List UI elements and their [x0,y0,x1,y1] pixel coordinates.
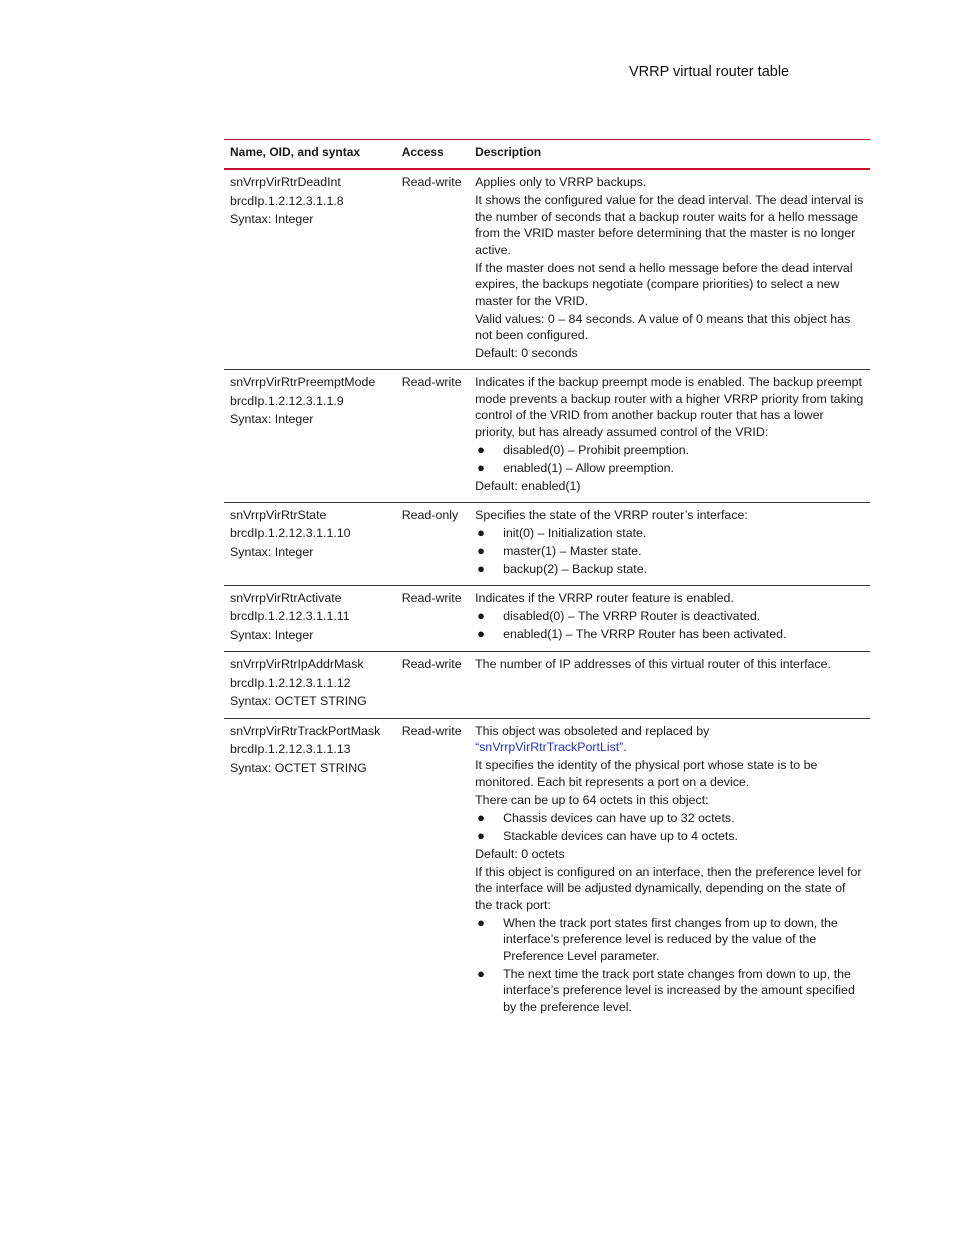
description-cell [469,585,870,652]
cross-reference-link[interactable]: “snVrrpVirRtrTrackPortList” [475,740,624,754]
object-syntax: Syntax: Integer [230,412,314,426]
bullet-icon: ● [477,542,485,558]
list-item: ● disabled(0) – The VRRP Router is deactivated. [477,607,761,623]
description-text: Indicates if the VRRP router feature is enabled. [475,590,734,605]
list-item: ● enabled(1) – The VRRP Router has been activated. [477,625,787,641]
bullet-icon: ● [477,965,485,981]
table-row [224,585,870,652]
object-syntax: Syntax: Integer [230,544,314,559]
bullet-icon: ● [477,914,485,930]
list-item: ● init(0) – Initialization state. [477,524,647,540]
name-cell [224,718,396,1023]
table-row [224,718,870,1023]
object-name: snVrrpVirRtrDeadInt [230,175,341,189]
default-value-text: Default: 0 octets [475,846,565,861]
object-syntax: Syntax: OCTET STRING [230,760,367,775]
object-syntax: Syntax: Integer [230,212,314,226]
bullet-icon: ● [477,524,485,540]
access-cell: Read-only [401,507,459,522]
list-item: ● The next time the track port state changes from down to up, the interface’s preference level is increased by the amount specified by the preference level. [477,965,855,1014]
default-value-text: Default: enabled(1) [475,478,581,493]
access-cell: Read-write [401,375,462,389]
access-cell: Read-write [401,723,462,738]
object-name: snVrrpVirRtrPreemptMode [230,375,376,389]
table-row [224,652,870,719]
bullet-list [475,525,864,578]
running-header-title: VRRP virtual router table [629,64,790,80]
bullet-list [475,810,864,845]
bullet-icon: ● [477,560,485,576]
object-oid: brcdIp.1.2.12.3.1.1.8 [230,193,344,208]
description-text: Applies only to VRRP backups. [475,175,647,189]
bullet-icon: ● [477,625,485,641]
description-text: Valid values: 0 – 84 seconds. A value of 0 means that this object has not been configured. [475,311,851,342]
table-row [224,502,870,585]
list-item: ● When the track port states first changes from up to down, the interface’s preference level is reduced by the value of the Preference Level parameter. [477,914,838,963]
object-name: snVrrpVirRtrIpAddrMask [230,657,364,671]
description-text: If the master does not send a hello message before the dead interval expires, the backups negotiate (compare priorities) to select a new master for the VRID. [475,260,853,308]
column-header-access: Access [401,144,444,159]
bullet-list [475,442,864,477]
bullet-list [475,915,864,1016]
description-text: This object was obsoleted and replaced by “snVrrpVirRtrTrackPortList”. [475,723,710,754]
object-oid: brcdIp.1.2.12.3.1.1.13 [230,742,351,756]
object-oid: brcdIp.1.2.12.3.1.1.9 [230,393,344,408]
default-value-text: Default: 0 seconds [475,346,578,360]
name-cell [224,370,396,503]
list-item: ● enabled(1) – Allow preemption. [477,459,674,475]
access-cell: Read-write [401,175,462,189]
bullet-icon: ● [477,441,485,457]
description-cell [469,370,870,503]
description-text: The number of IP addresses of this virtual router of this interface. [475,657,831,671]
column-header-name: Name, OID, and syntax [230,144,361,159]
object-name: snVrrpVirRtrState [230,507,327,522]
table-header-row [224,140,870,170]
object-syntax: Syntax: Integer [230,627,314,642]
description-cell [469,169,870,370]
description-cell [469,718,870,1023]
bullet-list [475,608,864,643]
name-cell [224,169,396,370]
list-item: ● Stackable devices can have up to 4 octets. [477,827,738,843]
list-item: ● Chassis devices can have up to 32 octets. [477,809,735,825]
bullet-icon: ● [477,827,485,843]
object-oid: brcdIp.1.2.12.3.1.1.11 [230,609,350,623]
object-name: snVrrpVirRtrActivate [230,590,342,605]
list-item: ● backup(2) – Backup state. [477,560,648,576]
description-text: Indicates if the backup preempt mode is enabled. The backup preempt mode prevents a backup router with a higher VRRP priority from taking control of the VRID from another backup router that has a lower priority, but has already assumed control of the VRID: [475,375,864,439]
name-cell [224,502,396,585]
list-item: ● disabled(0) – Prohibit preemption. [477,441,690,457]
description-text: If this object is configured on an interface, then the preference level for the interface will be adjusted dynamically, depending on the state of the track port: [475,864,862,912]
name-cell [224,585,396,652]
object-name: snVrrpVirRtrTrackPortMask [230,723,381,738]
object-oid: brcdIp.1.2.12.3.1.1.12 [230,675,351,690]
description-text: There can be up to 64 octets in this object: [475,792,709,807]
description-cell [469,652,870,719]
table-row [224,370,870,503]
object-syntax: Syntax: OCTET STRING [230,694,367,708]
bullet-icon: ● [477,809,485,825]
access-cell: Read-write [401,590,462,605]
bullet-icon: ● [477,607,485,623]
description-text: It shows the configured value for the dead interval. The dead interval is the number of seconds that a backup router waits for a hello message from the VRID master before determining that the master is no longer active. [475,193,864,257]
column-header-description: Description [475,144,542,159]
object-oid: brcdIp.1.2.12.3.1.1.10 [230,526,351,540]
description-text: It specifies the identity of the physical port whose state is to be monitored. Each bit represents a port on a device. [475,758,818,789]
description-text: Specifies the state of the VRRP router’s interface: [475,507,748,522]
bullet-icon: ● [477,459,485,475]
list-item: ● master(1) – Master state. [477,542,642,558]
description-cell [469,502,870,585]
name-cell [224,652,396,719]
access-cell: Read-write [401,657,462,671]
table-row [224,169,870,370]
mib-object-table [224,139,870,1023]
